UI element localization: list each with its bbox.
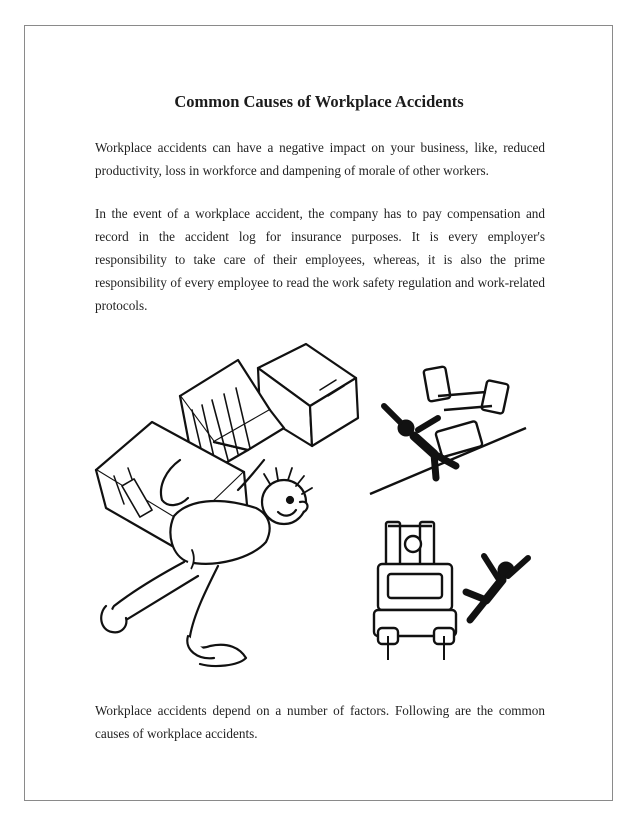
slip-on-slope-illustration bbox=[370, 366, 526, 494]
workplace-accidents-illustration bbox=[88, 330, 558, 680]
worker-torso-shape bbox=[170, 501, 269, 564]
worker-carrying-boxes-illustration bbox=[96, 344, 358, 666]
intro-paragraph: Workplace accidents can have a negative impact on your business, like, reduced productivity, loss in workforce and dampening of morale of other workers. bbox=[95, 140, 545, 178]
forklift-collision-illustration bbox=[374, 522, 528, 660]
page-title: Common Causes of Workplace Accidents bbox=[174, 92, 464, 111]
responsibility-paragraph: In the event of a workplace accident, the company has to pay compensation and record in the accident log for insurance purposes. It is every employer's responsibility to take care of their employees, whereas, it is also the prime responsibility of every employee to read the work safety regulation and work-related protocols. bbox=[95, 206, 545, 313]
worker-head-shape bbox=[262, 468, 312, 524]
worker-back-leg-shape bbox=[112, 562, 198, 621]
causes-intro-paragraph: Workplace accidents depend on a number of factors. Following are the common causes of workplace accidents. bbox=[95, 703, 545, 741]
